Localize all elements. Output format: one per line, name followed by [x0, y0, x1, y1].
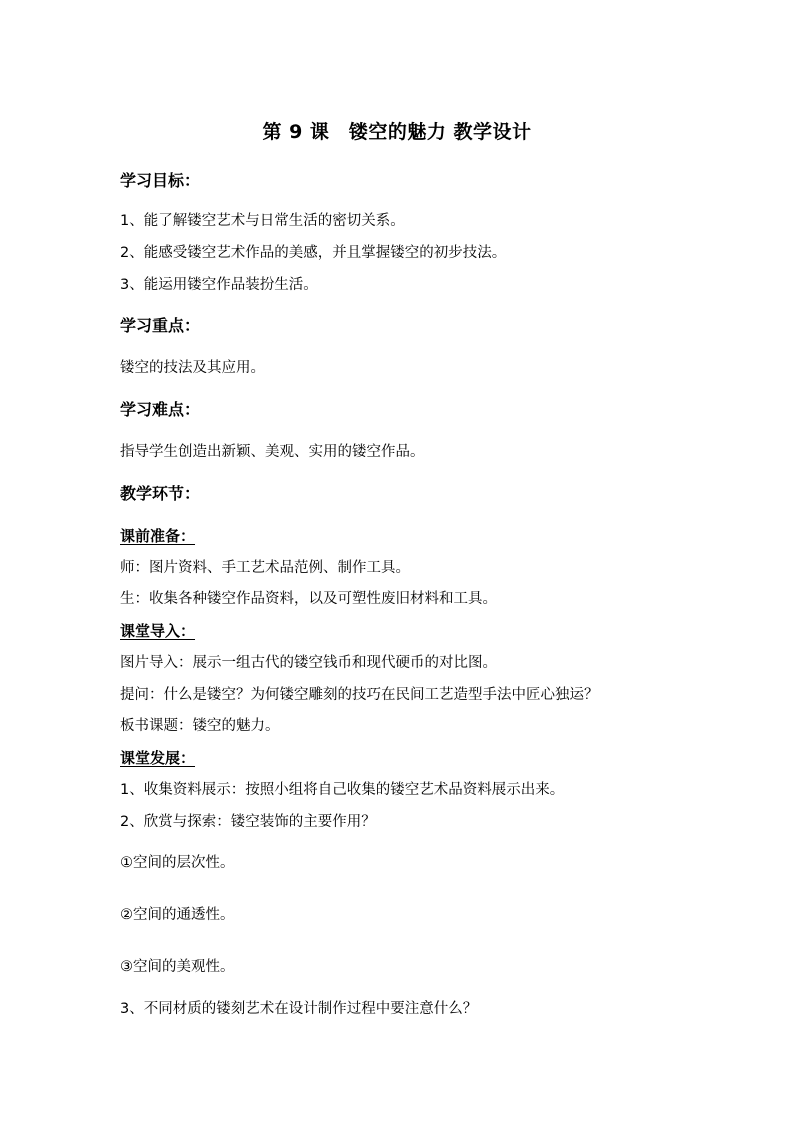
page-title: 第 9 课 镂空的魅力 教学设计 — [262, 121, 532, 143]
objective-item-3: 3、能运用镂空作品装扮生活。 — [120, 277, 318, 293]
key-points-text: 镂空的技法及其应用。 — [120, 360, 265, 376]
key-points-heading: 学习重点： — [120, 316, 201, 335]
development-point-3: ③空间的美观性。 — [120, 959, 235, 975]
development-point-2: ②空间的通透性。 — [120, 907, 235, 923]
objectives-heading: 学习目标： — [120, 171, 201, 190]
introduction-line-2: 提问：什么是镂空？为何镂空雕刻的技巧在民间工艺造型手法中匠心独运？ — [120, 687, 599, 703]
difficulties-heading: 学习难点： — [120, 400, 201, 419]
introduction-line-1: 图片导入：展示一组古代的镂空钱币和现代硬币的对比图。 — [120, 655, 497, 671]
preparation-line-student: 生：收集各种镂空作品资料，以及可塑性废旧材料和工具。 — [120, 591, 497, 607]
introduction-heading: 课堂导入： — [120, 622, 196, 640]
development-line-1: 1、收集资料展示：按照小组将自己收集的镂空艺术品资料展示出来。 — [120, 782, 565, 798]
difficulties-text: 指导学生创造出新颖、美观、实用的镂空作品。 — [120, 444, 425, 460]
preparation-line-teacher: 师：图片资料、手工艺术品范例、制作工具。 — [120, 560, 410, 576]
development-line-3: 3、不同材质的镂刻艺术在设计制作过程中要注意什么？ — [120, 1001, 478, 1017]
development-heading: 课堂发展： — [120, 749, 196, 767]
development-point-1: ①空间的层次性。 — [120, 855, 235, 871]
objective-item-2: 2、能感受镂空艺术作品的美感，并且掌握镂空的初步技法。 — [120, 245, 507, 261]
development-line-2: 2、欣赏与探索：镂空装饰的主要作用？ — [120, 814, 376, 830]
introduction-line-3: 板书课题：镂空的魅力。 — [120, 718, 280, 734]
objective-item-1: 1、能了解镂空艺术与日常生活的密切关系。 — [120, 213, 405, 229]
preparation-heading: 课前准备： — [120, 527, 196, 545]
process-heading: 教学环节： — [120, 484, 201, 503]
